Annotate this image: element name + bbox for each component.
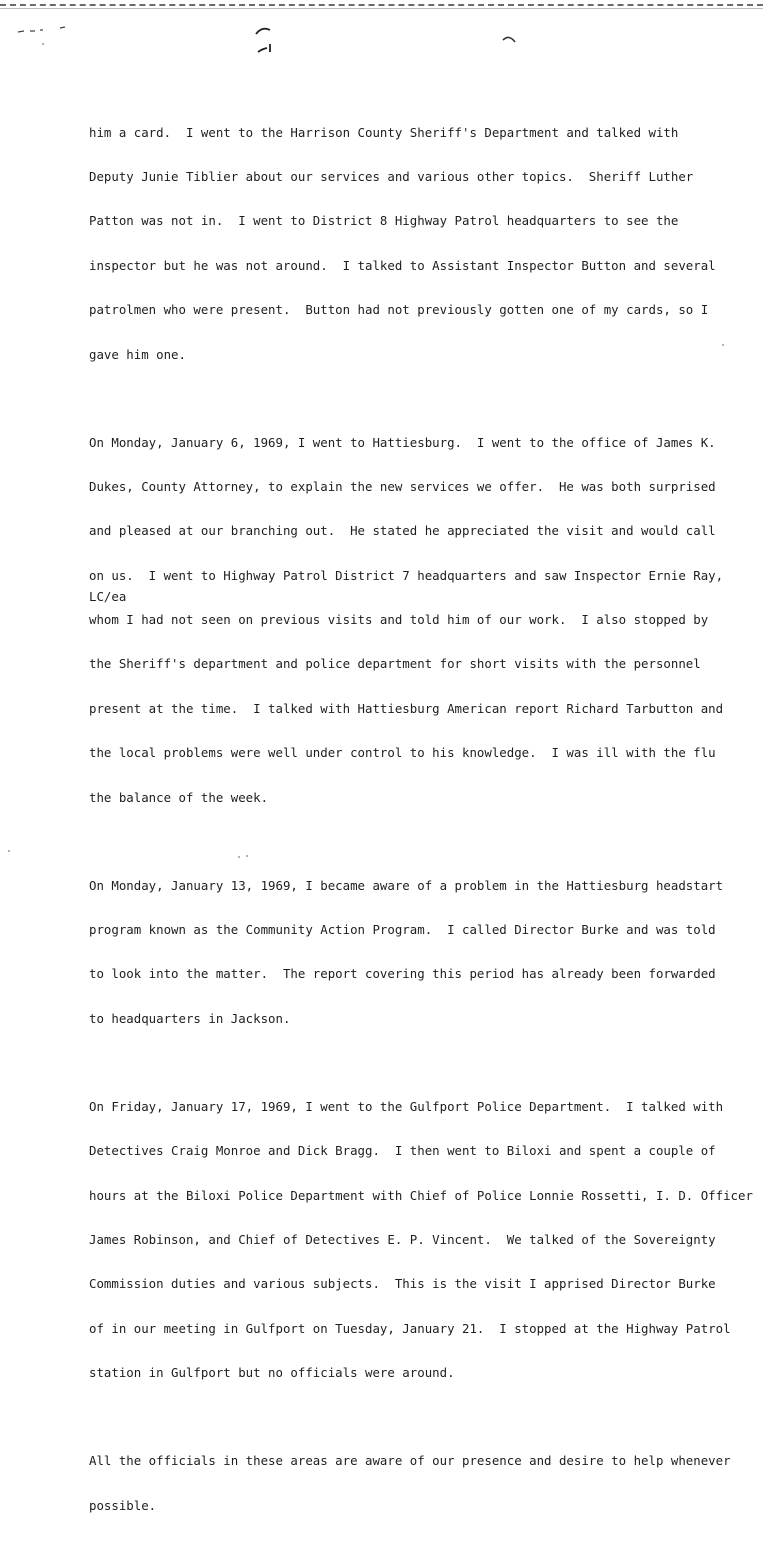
text-line: whom I had not seen on previous visits and told him of our work. I also stopped by [89, 612, 709, 628]
text-line: On Monday, January 6, 1969, I went to Hattiesburg. I went to the office of James K. [89, 434, 716, 450]
text-line: Dukes, County Attorney, to explain the new services we offer. He was both surprised [89, 478, 716, 494]
letter-body [89, 96, 753, 1557]
text-line: On Friday, January 17, 1969, I went to the Gulfport Police Department. I talked with [89, 1098, 724, 1114]
text-line: to headquarters in Jackson. [89, 1010, 291, 1026]
scan-artifacts [0, 0, 763, 70]
text-line: station in Gulfport but no officials were around. [89, 1365, 455, 1381]
scan-speck [238, 856, 240, 858]
text-line: and pleased at our branching out. He stated he appreciated the visit and would call [89, 523, 716, 539]
text-line: the local problems were well under control to his knowledge. I was ill with the flu [89, 745, 716, 761]
text-line: the Sheriff's department and police department for short visits with the personnel [89, 656, 701, 672]
text-line: present at the time. I talked with Hattiesburg American report Richard Tarbutton and [89, 700, 724, 716]
text-line: Detectives Craig Monroe and Dick Bragg. I then went to Biloxi and spent a couple of [89, 1143, 716, 1159]
text-line: to look into the matter. The report covering this period has already been forwarded [89, 966, 716, 982]
text-line: James Robinson, and Chief of Detectives E. P. Vincent. We talked of the Sovereignty [89, 1231, 716, 1247]
text-line: Deputy Junie Tiblier about our services and various other topics. Sheriff Luther [89, 168, 694, 184]
text-line: him a card. I went to the Harrison County Sheriff's Department and talked with [89, 124, 679, 140]
text-line: on us. I went to Highway Patrol District 7 headquarters and saw Inspector Ernie Ray, [89, 567, 724, 583]
text-line: patrolmen who were present. Button had not previously gotten one of my cards, so I [89, 302, 709, 318]
text-line: program known as the Community Action Program. I called Director Burke and was told [89, 922, 716, 938]
paragraph-2 [89, 406, 749, 835]
paragraph-5 [89, 1425, 749, 1543]
paragraph-3 [89, 849, 749, 1056]
scan-speck [246, 855, 248, 857]
text-line: All the officials in these areas are aware of our presence and desire to help whenever [89, 1453, 731, 1469]
scan-speck [8, 850, 10, 852]
typist-initials: LC/ea [89, 589, 127, 604]
scan-speck [722, 344, 724, 346]
paragraph-1 [89, 96, 749, 392]
text-line: hours at the Biloxi Police Department with Chief of Police Lonnie Rossetti, I. D. Officer [89, 1187, 753, 1203]
text-line: of in our meeting in Gulfport on Tuesday, January 21. I stopped at the Highway Patrol [89, 1320, 731, 1336]
text-line: inspector but he was not around. I talked to Assistant Inspector Button and several [89, 257, 716, 273]
text-line: On Monday, January 13, 1969, I became aware of a problem in the Hattiesburg headstart [89, 877, 724, 893]
text-line: Commission duties and various subjects. This is the visit I apprised Director Burke [89, 1276, 716, 1292]
text-line: possible. [89, 1497, 157, 1513]
text-line: Patton was not in. I went to District 8 Highway Patrol headquarters to see the [89, 213, 679, 229]
text-line: gave him one. [89, 346, 186, 362]
paragraph-4 [89, 1070, 753, 1410]
text-line: the balance of the week. [89, 789, 269, 805]
